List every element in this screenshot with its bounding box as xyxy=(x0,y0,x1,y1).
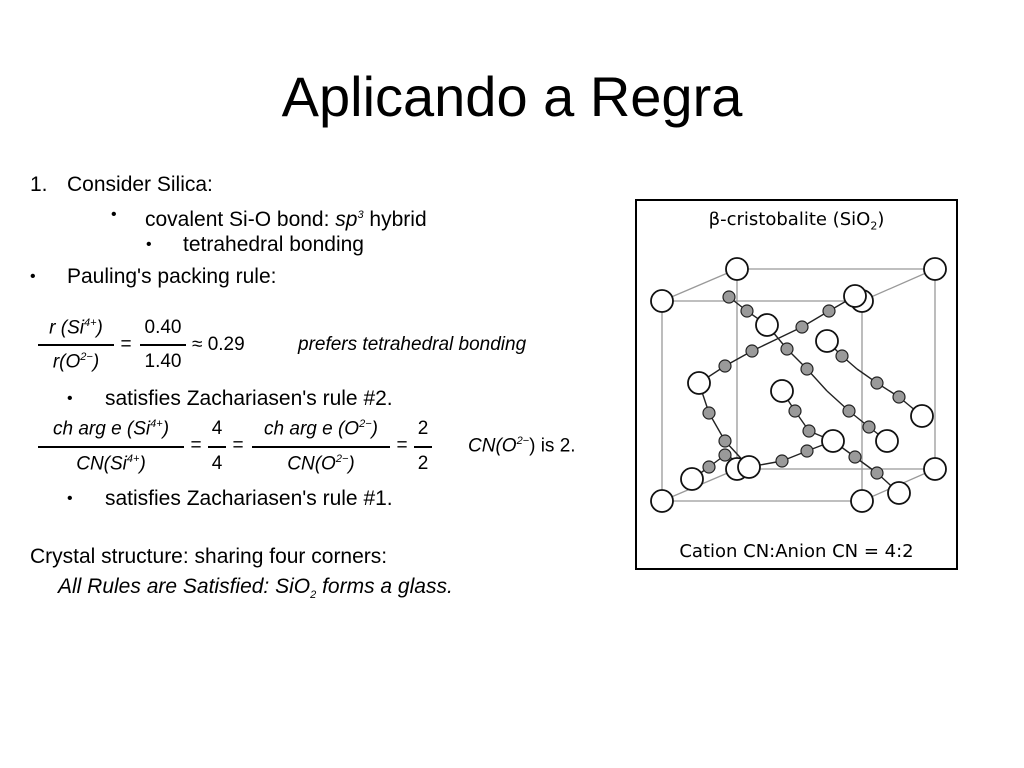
oxygen-atom xyxy=(803,425,815,437)
ratio-denominator: 1.40 xyxy=(144,351,182,372)
bullet-icon: • xyxy=(146,236,152,253)
oxygen-atom xyxy=(871,377,883,389)
item-pauling-rule: Pauling's packing rule: xyxy=(67,265,277,288)
cristobalite-figure xyxy=(635,199,958,570)
silicon-atom xyxy=(822,430,844,452)
oxygen-atom xyxy=(703,407,715,419)
slide-title: Aplicando a Regra xyxy=(281,65,743,128)
atom-highlight xyxy=(848,289,856,297)
oxygen-atom xyxy=(843,405,855,417)
cn-oxygen-note: $CN(O^{2-})$ is 2. xyxy=(468,435,576,457)
cube-edge xyxy=(862,269,935,301)
oxygen-atom xyxy=(871,467,883,479)
figure-caption-cn: Cation CN:Anion CN = 4:2 xyxy=(679,541,914,562)
atom-highlight xyxy=(820,334,828,342)
atom-highlight xyxy=(730,262,738,270)
list-number-1: 1. xyxy=(30,173,48,196)
oxygen-atom xyxy=(741,305,753,317)
atom-highlight xyxy=(928,262,936,270)
covalent-prefix: covalent Si-O bond: xyxy=(145,208,336,231)
ratio-numerator: 0.40 xyxy=(144,317,182,338)
atom-highlight xyxy=(880,434,888,442)
crystal-structure-line: Crystal structure: sharing four corners: xyxy=(30,545,388,568)
atom-highlight xyxy=(655,494,663,502)
tetrahedral-note: prefers tetrahedral bonding xyxy=(298,334,527,355)
atom-highlight xyxy=(826,434,834,442)
oxygen-atom xyxy=(719,449,731,461)
oxygen-atom xyxy=(781,343,793,355)
silicon-atom xyxy=(771,380,793,402)
oxygen-atom xyxy=(823,305,835,317)
oxygen-atom xyxy=(863,421,875,433)
oxygen-atom xyxy=(796,321,808,333)
atom-highlight xyxy=(892,486,900,494)
four-numerator: 4 xyxy=(211,418,223,439)
silicon-atom xyxy=(844,285,866,307)
equals-sign: = xyxy=(232,435,244,456)
bullet-icon: • xyxy=(67,390,73,407)
silicon-atom xyxy=(756,314,778,336)
oxygen-atom xyxy=(703,461,715,473)
silicon-atom xyxy=(816,330,838,352)
oxygen-atom xyxy=(776,455,788,467)
hybrid-text: hybrid xyxy=(363,208,427,231)
fraction-bar xyxy=(414,446,432,448)
fraction-bar xyxy=(38,446,184,448)
atom-highlight xyxy=(685,472,693,480)
silicon-atom xyxy=(651,490,673,512)
atom-highlight xyxy=(760,318,768,326)
bullet-icon: • xyxy=(30,268,36,285)
cn-denominator-o: $CN(O^{2-})$ xyxy=(287,453,355,475)
equals-sign: = xyxy=(190,435,202,456)
radius-numerator: r $(Si^{4+})$ xyxy=(49,317,103,339)
atom-highlight xyxy=(775,384,783,392)
silicon-atom xyxy=(851,490,873,512)
charge-numerator-si: ch arg e $(Si^{4+})$ xyxy=(52,418,170,440)
fraction-bar xyxy=(252,446,390,448)
oxygen-atom xyxy=(849,451,861,463)
approx-value: ≈ 0.29 xyxy=(192,334,245,355)
sp-text: sp xyxy=(335,208,358,231)
fraction-bar xyxy=(140,344,186,346)
oxygen-atom xyxy=(801,363,813,375)
equals-sign: = xyxy=(120,334,132,355)
two-numerator: 2 xyxy=(417,418,429,439)
atom-highlight xyxy=(730,462,738,470)
oxygen-atom xyxy=(801,445,813,457)
atom-highlight xyxy=(692,376,700,384)
oxygen-atom xyxy=(719,435,731,447)
silicon-atom xyxy=(651,290,673,312)
item-tetrahedral-bonding: tetrahedral bonding xyxy=(183,233,364,256)
figure-title: β-cristobalite (SiO$_2$) xyxy=(708,209,885,233)
two-denominator: 2 xyxy=(417,453,429,474)
four-denominator: 4 xyxy=(211,453,223,474)
oxygen-atom xyxy=(719,360,731,372)
silicon-atom xyxy=(924,458,946,480)
item-consider-silica: Consider Silica: xyxy=(67,173,213,196)
silicon-atom xyxy=(738,456,760,478)
radius-denominator: $r(O^{2-})$ xyxy=(52,351,100,373)
bullet-icon: • xyxy=(111,206,117,223)
rules-satisfied-line: All Rules are Satisfied: SiO$_2$ forms a glass. xyxy=(58,575,453,602)
crystal-structure-diagram xyxy=(637,241,956,541)
equals-sign: = xyxy=(396,435,408,456)
zachariasen-rule-1: satisfies Zachariasen's rule #1. xyxy=(105,487,393,510)
zachariasen-rule-2: satisfies Zachariasen's rule #2. xyxy=(105,387,393,410)
item-covalent-bond xyxy=(145,202,427,233)
atom-highlight xyxy=(915,409,923,417)
sp-exponent: 3 xyxy=(357,209,364,221)
silicon-atom xyxy=(888,482,910,504)
atom-highlight xyxy=(855,494,863,502)
silicon-atom xyxy=(726,258,748,280)
atom-highlight xyxy=(928,462,936,470)
oxygen-atom xyxy=(746,345,758,357)
atom-highlight xyxy=(655,294,663,302)
cn-denominator-si: $CN(Si^{4+})$ xyxy=(76,453,146,475)
silicon-atom xyxy=(688,372,710,394)
silicon-atom xyxy=(924,258,946,280)
bullet-icon: • xyxy=(67,490,73,507)
fraction-bar xyxy=(208,446,226,448)
charge-numerator-o: ch arg e $(O^{2-})$ xyxy=(264,418,378,440)
silicon-atom xyxy=(876,430,898,452)
oxygen-atom xyxy=(836,350,848,362)
fraction-bar xyxy=(38,344,114,346)
atom-highlight xyxy=(742,460,750,468)
silicon-atom xyxy=(681,468,703,490)
oxygen-atom xyxy=(723,291,735,303)
oxygen-atom xyxy=(789,405,801,417)
silicon-atom xyxy=(911,405,933,427)
oxygen-atom xyxy=(893,391,905,403)
